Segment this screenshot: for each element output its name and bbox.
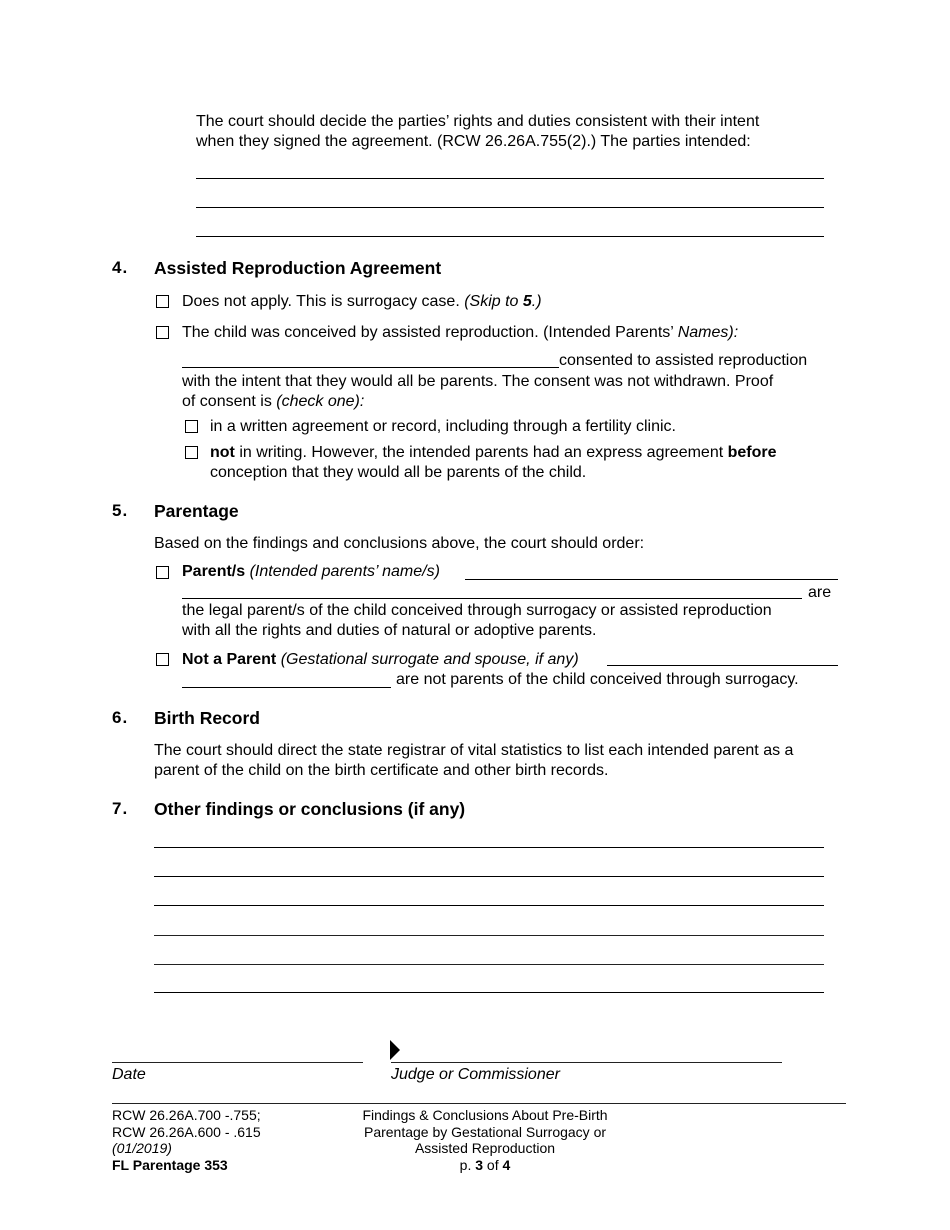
footer-rcw-2: RCW 26.26A.600 - .615	[112, 1123, 261, 1140]
parents-line-3: the legal parent/s of the child conceived through surrogacy or assisted reproduction	[182, 602, 772, 619]
consent-line-3: of consent is (check one):	[182, 393, 365, 410]
not-in-writing-checkbox[interactable]	[185, 446, 198, 459]
section-6-title: Birth Record	[154, 708, 260, 728]
section-7-title: Other findings or conclusions (if any)	[154, 799, 466, 819]
sign-here-arrow-icon	[390, 1040, 400, 1060]
intro-line-2: when they signed the agreement. (RCW 26.26A.755(2).) The parties intended:	[196, 133, 751, 150]
assisted-reproduction-checkbox[interactable]	[156, 326, 169, 339]
other-findings-line-3[interactable]	[154, 905, 824, 906]
consent-tail: consented to assisted reproduction	[559, 352, 808, 369]
other-findings-line-2[interactable]	[154, 876, 824, 877]
other-findings-line-1[interactable]	[154, 847, 824, 848]
does-not-apply-checkbox[interactable]	[156, 295, 169, 308]
assisted-reproduction-label: The child was conceived by assisted reproduction. (Intended Parents’ Names):	[182, 324, 739, 341]
footer-rcw-1: RCW 26.26A.700 -.755;	[112, 1107, 261, 1123]
written-agreement-checkbox[interactable]	[185, 420, 198, 433]
surrogate-name-field[interactable]	[607, 665, 838, 666]
section-5-number: 5.	[112, 501, 129, 520]
footer-left	[112, 1107, 261, 1173]
birth-record-line-1: The court should direct the state registrar of vital statistics to list each intended parent as a	[154, 742, 794, 759]
parents-label: Parent/s (Intended parents’ name/s)	[182, 563, 440, 580]
judge-signature-line[interactable]	[391, 1062, 782, 1063]
footer-date: (01/2019)	[112, 1140, 172, 1156]
footer-center	[335, 1107, 635, 1173]
not-in-writing-line-2: conception that they would all be parents of the child.	[210, 464, 587, 481]
intended-parents-name-field[interactable]	[465, 579, 838, 580]
intent-line-1[interactable]	[196, 178, 824, 179]
judge-label: Judge or Commissioner	[391, 1066, 560, 1083]
written-agreement-label: in a written agreement or record, including through a fertility clinic.	[210, 418, 676, 435]
not-in-writing-label: not in writing. However, the intended parents had an express agreement before	[210, 444, 777, 461]
section-5-intro: Based on the findings and conclusions above, the court should order:	[154, 535, 645, 552]
intent-line-3[interactable]	[196, 236, 824, 237]
consent-line-2: with the intent that they would all be parents. The consent was not withdrawn. Proof	[182, 373, 774, 390]
other-findings-line-5[interactable]	[154, 964, 824, 965]
other-findings-line-6[interactable]	[154, 992, 824, 993]
not-a-parent-label: Not a Parent (Gestational surrogate and spouse, if any)	[182, 651, 579, 668]
section-4-number: 4.	[112, 258, 129, 277]
section-4-title: Assisted Reproduction Agreement	[154, 258, 442, 278]
section-5-title: Parentage	[154, 501, 239, 521]
parents-checkbox[interactable]	[156, 566, 169, 579]
section-7-number: 7.	[112, 799, 129, 818]
footer-title-2: Parentage by Gestational Surrogacy or	[363, 1123, 607, 1140]
footer-title-1: Findings & Conclusions About Pre-Birth	[362, 1107, 608, 1123]
surrogate-name-field-2[interactable]	[182, 687, 391, 688]
section-6-number: 6.	[112, 708, 129, 727]
footer-page-number: p. 3 of 4	[459, 1156, 511, 1173]
parents-line-4: with all the rights and duties of natural or adoptive parents.	[182, 622, 597, 639]
birth-record-line-2: parent of the child on the birth certificate and other birth records.	[154, 762, 609, 779]
intended-parents-name-field-2[interactable]	[182, 598, 802, 599]
not-a-parent-checkbox[interactable]	[156, 653, 169, 666]
does-not-apply-label: Does not apply. This is surrogacy case. (Skip to 5.)	[182, 293, 542, 310]
footer-divider	[112, 1103, 846, 1104]
intro-line-1: The court should decide the parties’ rights and duties consistent with their intent	[196, 113, 760, 130]
footer-form-id: FL Parentage 353	[112, 1156, 228, 1173]
not-a-parent-tail: are not parents of the child conceived through surrogacy.	[396, 671, 799, 688]
date-signature-line[interactable]	[112, 1062, 363, 1063]
intent-line-2[interactable]	[196, 207, 824, 208]
intended-parents-names-field[interactable]	[182, 367, 559, 368]
date-label: Date	[112, 1066, 146, 1083]
footer-title-3: Assisted Reproduction	[414, 1140, 556, 1156]
other-findings-line-4[interactable]	[154, 935, 824, 936]
are-label: are	[808, 584, 832, 601]
